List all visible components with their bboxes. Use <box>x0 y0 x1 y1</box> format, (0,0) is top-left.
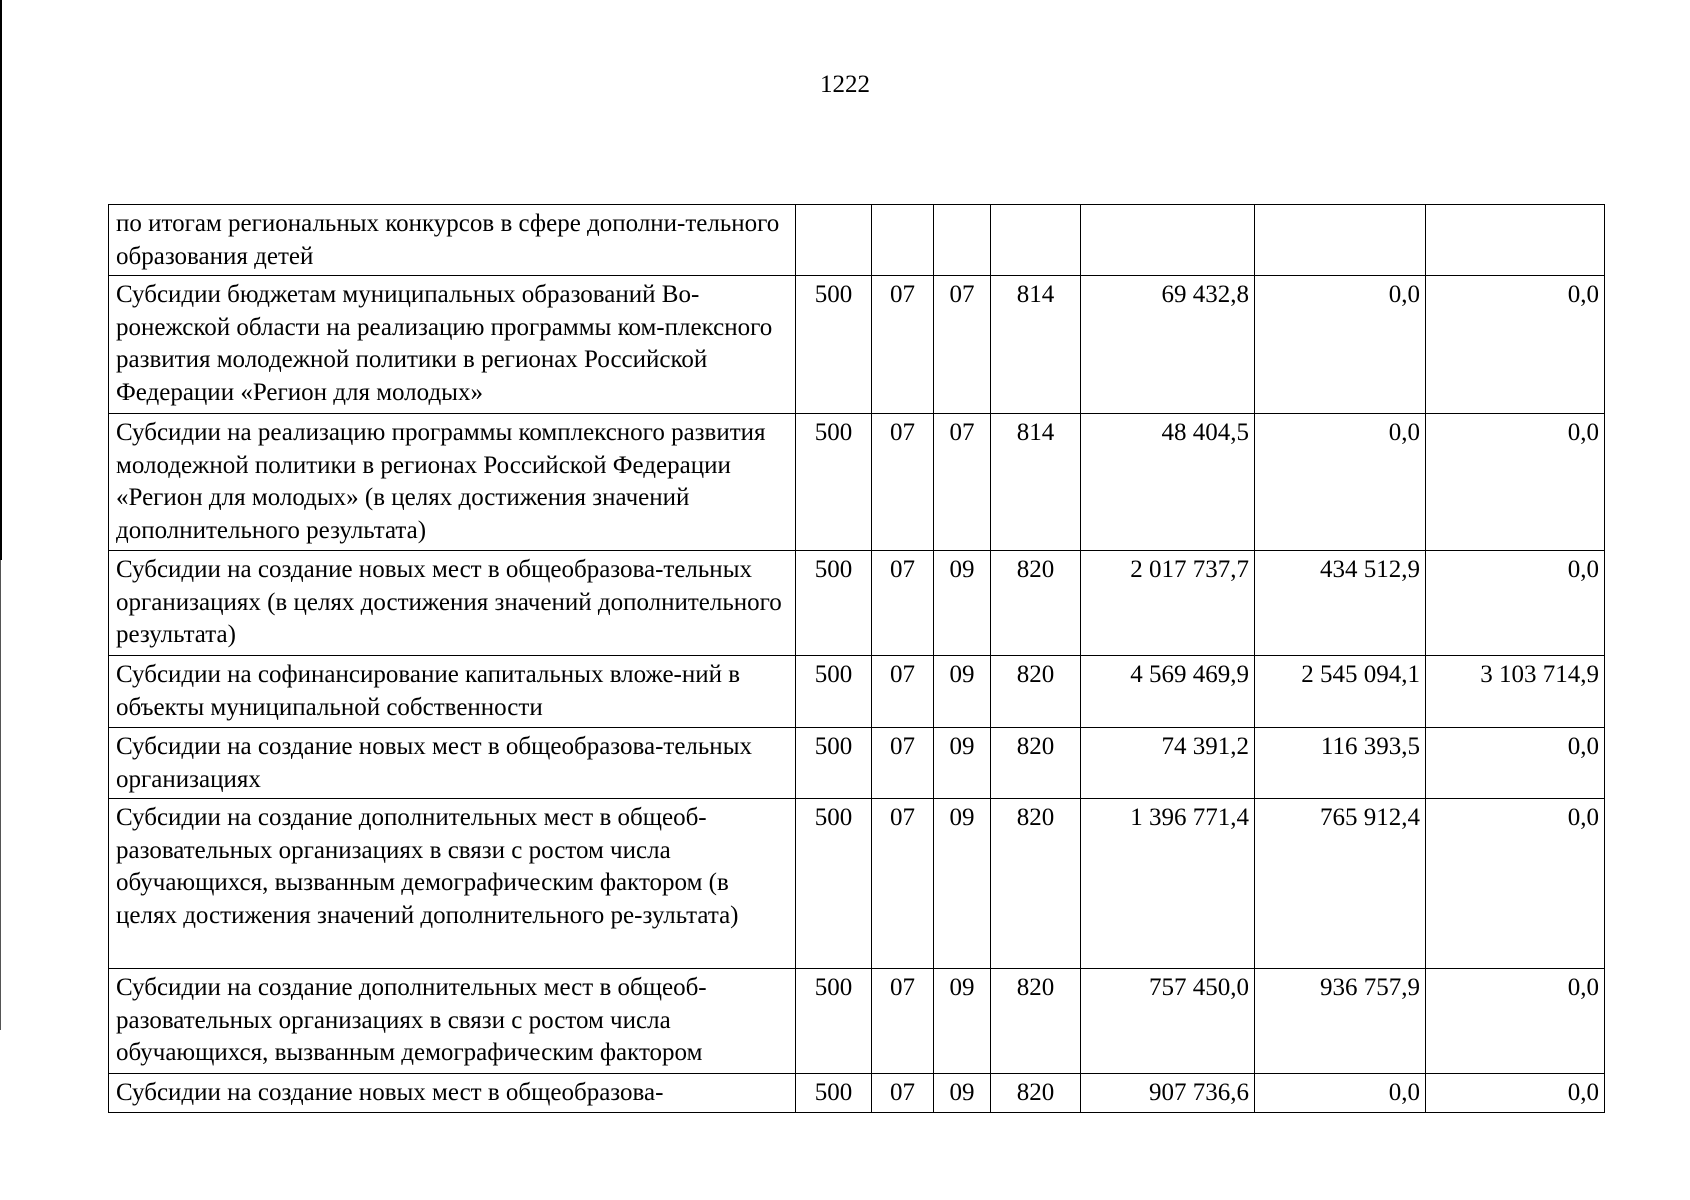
code-section <box>872 205 934 276</box>
amount-year-2: 116 393,5 <box>1255 728 1426 799</box>
amount-year-1: 48 404,5 <box>1081 414 1255 551</box>
amount-year-1: 757 450,0 <box>1081 969 1255 1074</box>
code-admin: 500 <box>796 656 872 728</box>
code-section: 07 <box>872 1074 934 1113</box>
code-subsection: 09 <box>934 1074 991 1113</box>
amount-year-1: 907 736,6 <box>1081 1074 1255 1113</box>
code-expense-type <box>991 205 1081 276</box>
amount-year-1: 74 391,2 <box>1081 728 1255 799</box>
row-description: Субсидии на создание новых мест в общеобразова- <box>109 1074 796 1113</box>
code-admin: 500 <box>796 728 872 799</box>
row-description: Субсидии на софинансирование капитальных вложе-ний в объекты муниципальной собственности <box>109 656 796 728</box>
amount-year-2: 936 757,9 <box>1255 969 1426 1074</box>
row-description: Субсидии на реализацию программы комплексного развития молодежной политики в регионах Российской Федерации «Регион для молодых» (в целях достижения значений дополнительного результата) <box>109 414 796 551</box>
code-expense-type: 820 <box>991 551 1081 656</box>
code-admin <box>796 205 872 276</box>
code-subsection: 09 <box>934 728 991 799</box>
code-subsection: 07 <box>934 414 991 551</box>
table-row <box>109 205 1605 276</box>
table-row <box>109 656 1605 728</box>
code-expense-type: 820 <box>991 728 1081 799</box>
amount-year-1: 69 432,8 <box>1081 276 1255 414</box>
code-expense-type: 820 <box>991 969 1081 1074</box>
scan-edge-line-lower <box>0 560 1 1030</box>
code-section: 07 <box>872 969 934 1074</box>
code-admin: 500 <box>796 799 872 969</box>
code-expense-type: 814 <box>991 414 1081 551</box>
table-row <box>109 969 1605 1074</box>
code-subsection: 09 <box>934 656 991 728</box>
amount-year-3: 0,0 <box>1426 1074 1605 1113</box>
page-number: 1222 <box>820 71 870 98</box>
amount-year-3: 3 103 714,9 <box>1426 656 1605 728</box>
code-section: 07 <box>872 551 934 656</box>
amount-year-1: 4 569 469,9 <box>1081 656 1255 728</box>
amount-year-3: 0,0 <box>1426 414 1605 551</box>
code-admin: 500 <box>796 1074 872 1113</box>
code-section: 07 <box>872 799 934 969</box>
amount-year-3: 0,0 <box>1426 551 1605 656</box>
code-section: 07 <box>872 276 934 414</box>
table-row <box>109 799 1605 969</box>
code-admin: 500 <box>796 551 872 656</box>
row-description: Субсидии на создание дополнительных мест в общеоб-разовательных организациях в связи с ростом числа обучающихся, вызванным демографическим фактором <box>109 969 796 1074</box>
row-description: Субсидии на создание новых мест в общеобразова-тельных организациях <box>109 728 796 799</box>
amount-year-2: 0,0 <box>1255 1074 1426 1113</box>
amount-year-3: 0,0 <box>1426 799 1605 969</box>
amount-year-3: 0,0 <box>1426 728 1605 799</box>
code-subsection <box>934 205 991 276</box>
table-row <box>109 414 1605 551</box>
amount-year-2: 434 512,9 <box>1255 551 1426 656</box>
table-row <box>109 1074 1605 1113</box>
budget-table <box>108 204 1605 1113</box>
table-row <box>109 276 1605 414</box>
amount-year-1 <box>1081 205 1255 276</box>
row-description: Субсидии бюджетам муниципальных образований Во-ронежской области на реализацию программы ком-плексного развития молодежной политики в регионах Российской Федерации «Регион для молодых» <box>109 276 796 414</box>
row-description: Субсидии на создание дополнительных мест в общеоб-разовательных организациях в связи с ростом числа обучающихся, вызванным демографическим фактором (в целях достижения значений дополнительного ре-зультата) <box>109 799 796 969</box>
code-expense-type: 814 <box>991 276 1081 414</box>
table-row <box>109 728 1605 799</box>
amount-year-2 <box>1255 205 1426 276</box>
amount-year-2: 0,0 <box>1255 414 1426 551</box>
amount-year-3: 0,0 <box>1426 276 1605 414</box>
amount-year-2: 2 545 094,1 <box>1255 656 1426 728</box>
code-expense-type: 820 <box>991 799 1081 969</box>
code-section: 07 <box>872 728 934 799</box>
table-row <box>109 551 1605 656</box>
code-subsection: 09 <box>934 551 991 656</box>
code-expense-type: 820 <box>991 656 1081 728</box>
code-section: 07 <box>872 414 934 551</box>
amount-year-2: 765 912,4 <box>1255 799 1426 969</box>
amount-year-3: 0,0 <box>1426 969 1605 1074</box>
code-subsection: 07 <box>934 276 991 414</box>
amount-year-2: 0,0 <box>1255 276 1426 414</box>
code-admin: 500 <box>796 414 872 551</box>
code-admin: 500 <box>796 276 872 414</box>
code-admin: 500 <box>796 969 872 1074</box>
amount-year-1: 2 017 737,7 <box>1081 551 1255 656</box>
row-description: Субсидии на создание новых мест в общеобразова-тельных организациях (в целях достижения значений дополнительного результата) <box>109 551 796 656</box>
code-section: 07 <box>872 656 934 728</box>
code-expense-type: 820 <box>991 1074 1081 1113</box>
row-description: по итогам региональных конкурсов в сфере дополни-тельного образования детей <box>109 205 796 276</box>
amount-year-3 <box>1426 205 1605 276</box>
code-subsection: 09 <box>934 799 991 969</box>
amount-year-1: 1 396 771,4 <box>1081 799 1255 969</box>
code-subsection: 09 <box>934 969 991 1074</box>
